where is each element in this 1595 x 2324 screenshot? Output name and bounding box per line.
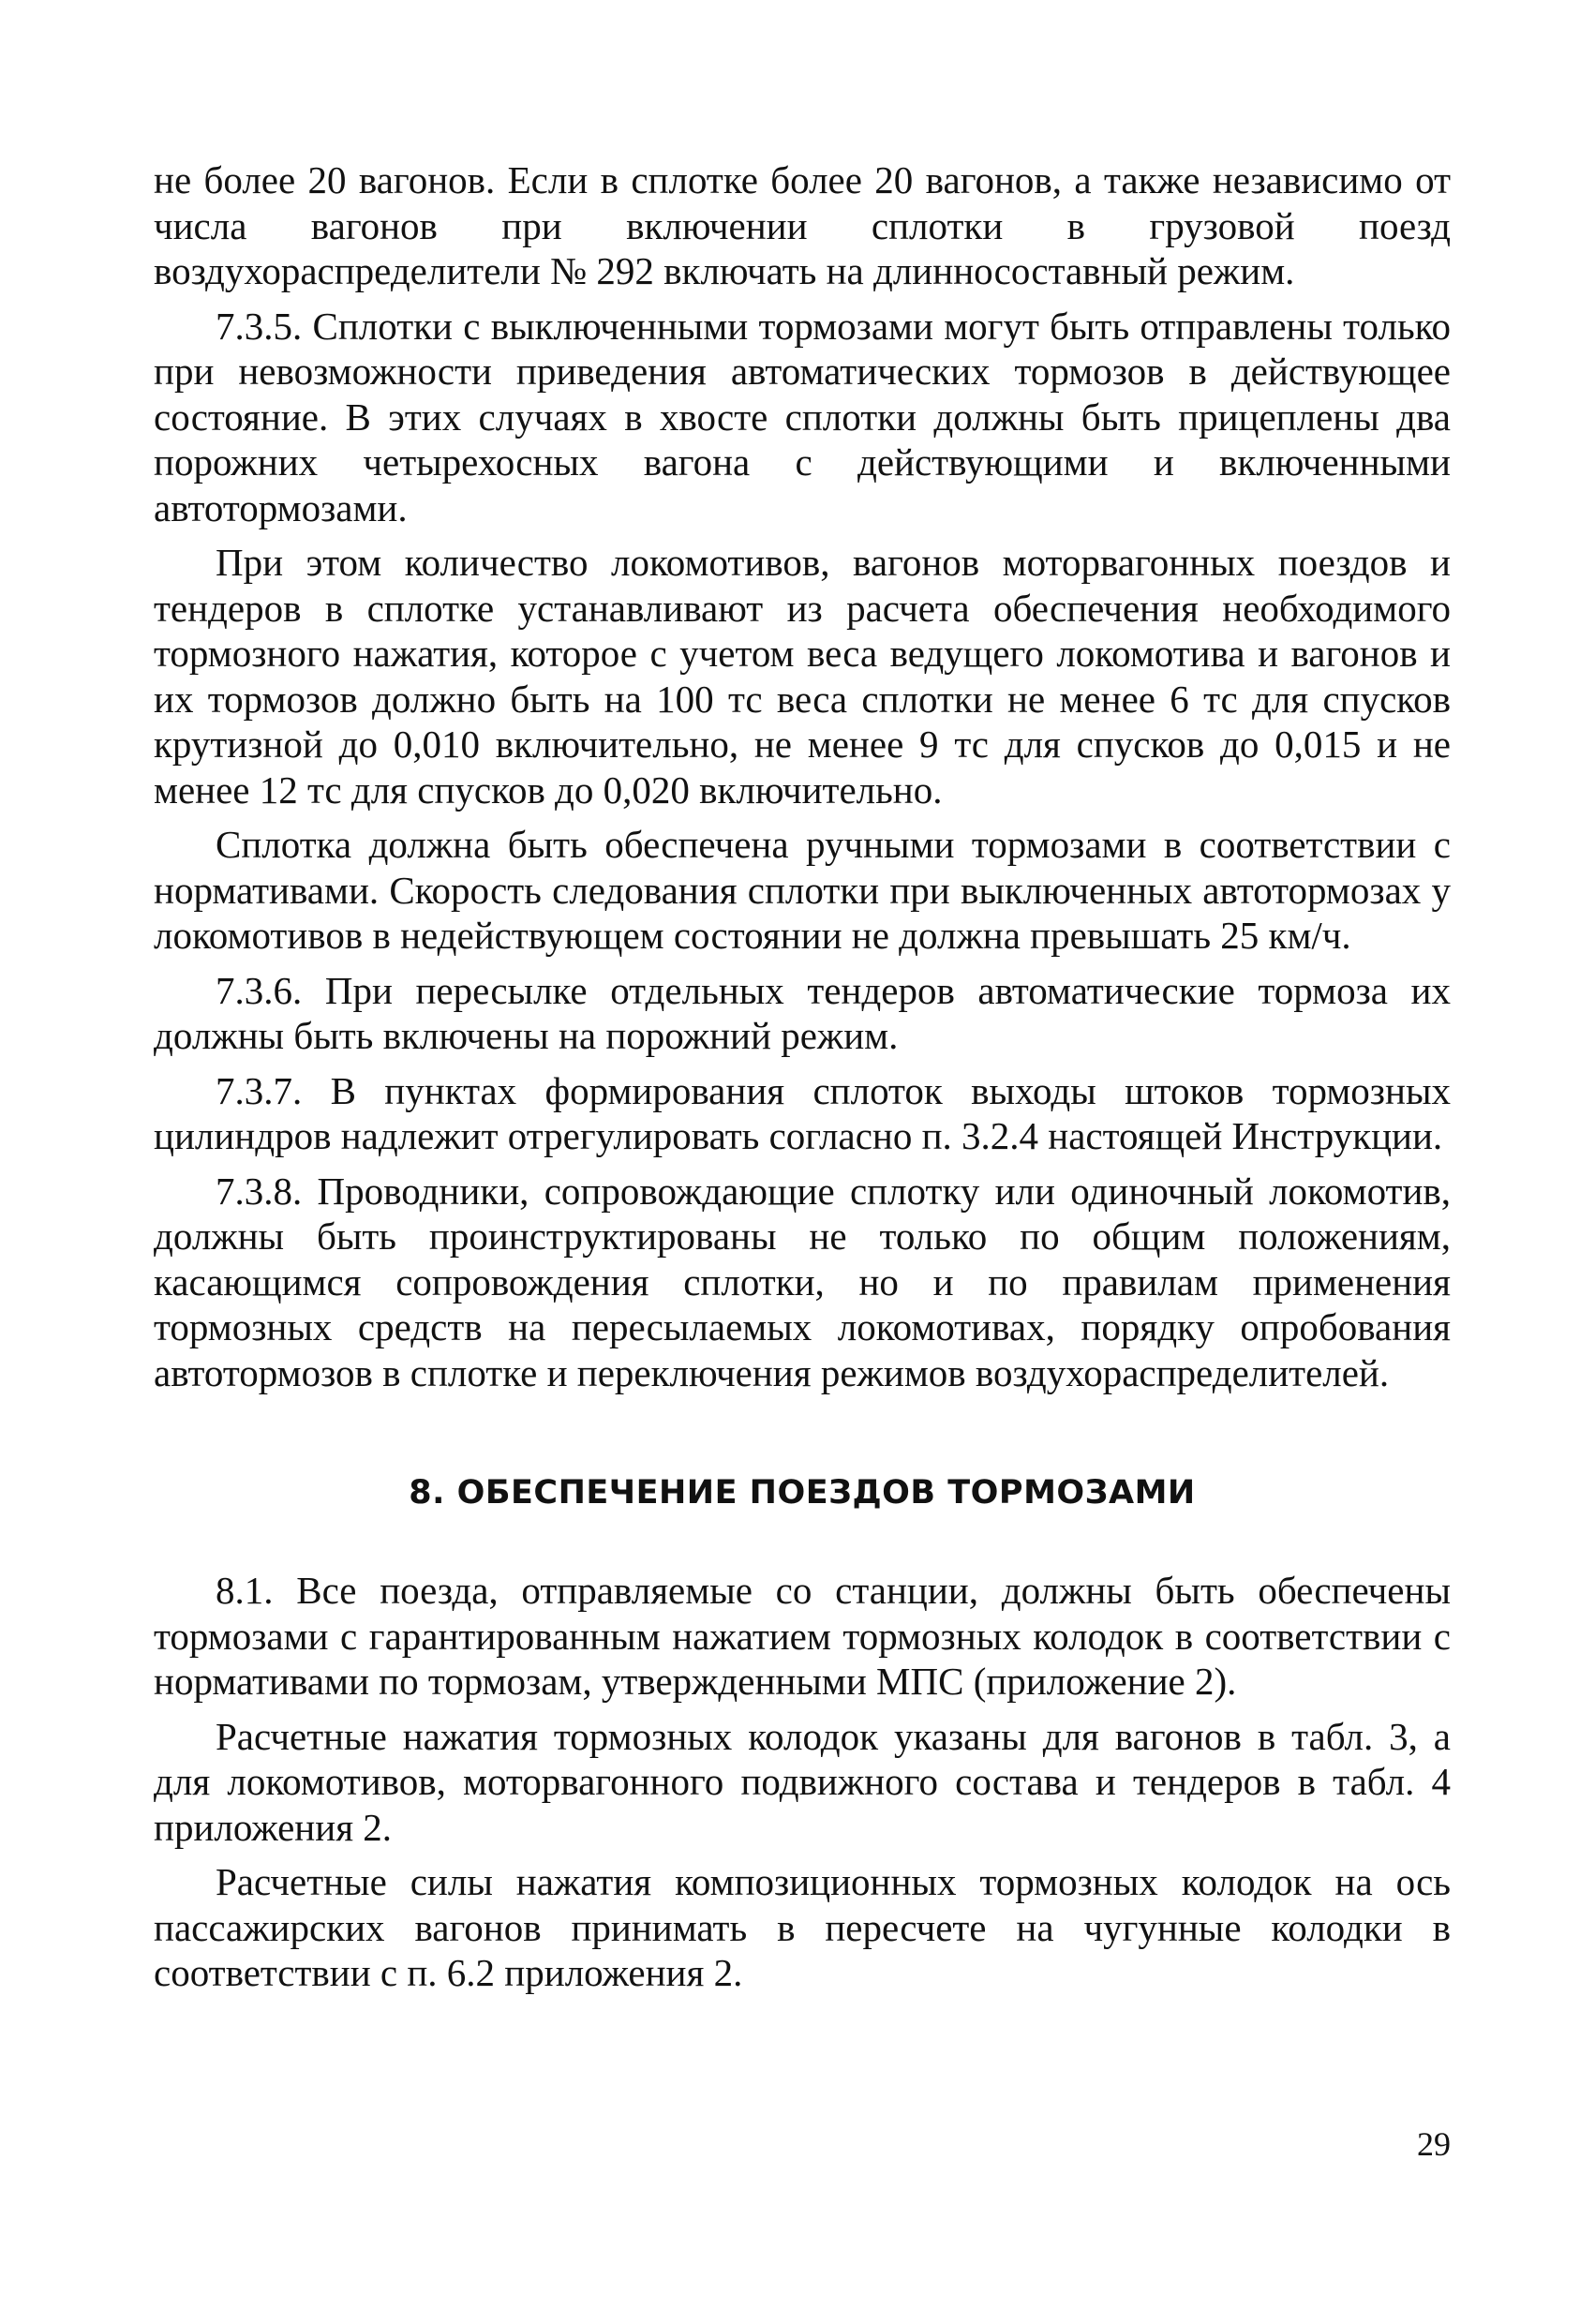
paragraph-composite-pads: Расчетные силы нажатия композиционных тормозных колодок на ось пассажирских вагонов принимать в пересчете на чугунные колодки в соответствии с п. 6.2 приложения 2. xyxy=(154,1860,1451,1994)
paragraph-locomotive-count: При этом количество локомотивов, вагонов моторвагонных поездов и тендеров в сплотке устанавливают из расчета обеспечения необходимого тормозного нажатия, которое с учетом веса ведущего локомотива и вагонов и их тормозов должно быть на 100 тс веса сплотки не менее 6 тс для спусков крутизной до 0,010 включительно, не менее 9 тс для спусков до 0,015 и не менее 12 тс для спусков до 0,020 включительно. xyxy=(154,541,1451,812)
paragraph-8-1: 8.1. Все поезда, отправляемые со станции, должны быть обеспечены тормозами с гарантированным нажатием тормозных колодок в соответствии с нормативами по тормозам, утвержденными МПС (приложение 2). xyxy=(154,1569,1451,1703)
page-number: 29 xyxy=(1417,2125,1451,2163)
paragraph-continuation: не более 20 вагонов. Если в сплотке более 20 вагонов, а также независимо от числа вагонов при включении сплотки в грузовой поезд воздухораспределители № 292 включать на длинносоставный режим. xyxy=(154,158,1451,292)
paragraph-calculated-pressures: Расчетные нажатия тормозных колодок указаны для вагонов в табл. 3, а для локомотивов, моторвагонного подвижного состава и тендеров в табл. 4 приложения 2. xyxy=(154,1714,1451,1849)
paragraph-hand-brakes: Сплотка должна быть обеспечена ручными тормозами в соответствии с нормативами. Скорость следования сплотки при выключенных автотормозах у локомотивов в недействующем состоянии не должна превышать 25 км/ч. xyxy=(154,823,1451,957)
document-page xyxy=(154,157,1451,2005)
paragraph-7-3-5: 7.3.5. Сплотки с выключенными тормозами могут быть отправлены только при невозможности приведения автоматических тормозов в действующее состояние. В этих случаях в хвосте сплотки должны быть прицеплены два порожних четырехосных вагона с действующими и включенными автотормозами. xyxy=(154,304,1451,529)
paragraph-7-3-7: 7.3.7. В пунктах формирования сплоток выходы штоков тормозных цилиндров надлежит отрегулировать согласно п. 3.2.4 настоящей Инструкции. xyxy=(154,1068,1451,1157)
section-heading: 8. ОБЕСПЕЧЕНИЕ ПОЕЗДОВ ТОРМОЗАМИ xyxy=(409,1474,1196,1512)
paragraph-7-3-8: 7.3.8. Проводники, сопровождающие сплотку или одиночный локомотив, должны быть проинструктированы не только по общим положениям, касающимся сопровождения сплотки, но и по правилам применения тормозных средств на пересылаемых локомотивах, порядку опробования автотормозов в сплотке и переключения режимов воздухораспределителей. xyxy=(154,1169,1451,1394)
paragraph-7-3-6: 7.3.6. При пересылке отдельных тендеров автоматические тормоза их должны быть включены на порожний режим. xyxy=(154,968,1451,1057)
